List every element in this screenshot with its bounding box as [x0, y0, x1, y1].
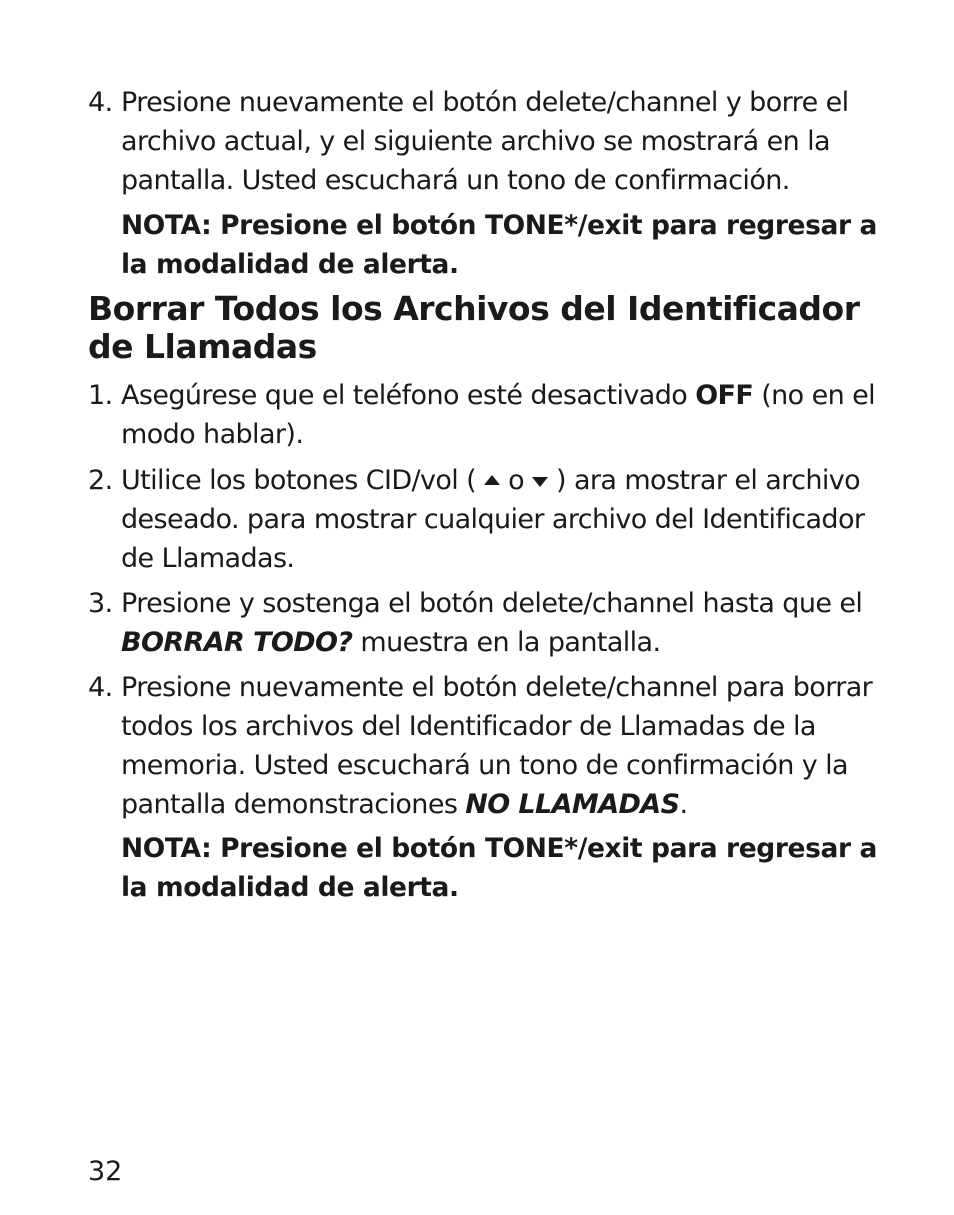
text-part: Presione y sostenga el botón delete/channel hasta que el: [121, 588, 863, 619]
text-part: ) ara mostrar el archivo deseado. para mostrar cualquier archivo del Identificador de Llamadas.: [121, 465, 865, 574]
list-item-number: 3.: [88, 588, 113, 619]
text-part: Asegúrese que el teléfono esté desactivado: [121, 380, 696, 411]
list-item-step-4-delete-all: [88, 668, 878, 824]
list-item-step-2: [88, 461, 878, 578]
list-item-text: [121, 376, 878, 454]
down-arrow-icon: [532, 477, 548, 487]
text-part: muestra en la pantalla.: [352, 627, 661, 658]
list-item-number: 1.: [88, 380, 113, 411]
note-return-to-alert: NOTA: Presione el botón TONE*/exit para regresar a la modalidad de alerta.: [121, 210, 877, 280]
list-item-number: 4.: [88, 87, 113, 118]
list-item-step-1: [88, 376, 878, 454]
off-keyword: OFF: [695, 380, 754, 411]
up-arrow-icon: [484, 475, 500, 485]
list-item-number: 4.: [88, 672, 113, 703]
display-message-no-llamadas: NO LLAMADAS: [465, 789, 680, 820]
list-item-step-3: [88, 584, 878, 662]
list-item-text: [121, 584, 878, 662]
display-message-borrar-todo: BORRAR TODO?: [121, 627, 353, 658]
list-item-text: Presione nuevamente el botón delete/channel y borre el archivo actual, y el siguiente archivo se mostrará en la pantalla. Usted escuchará un tono de confirmación.: [121, 87, 849, 196]
list-item-step-4-delete-current: [88, 83, 878, 200]
page-number: 32: [88, 1156, 123, 1187]
text-part: .: [679, 789, 688, 820]
text-part: Utilice los botones CID/vol (: [121, 465, 477, 496]
text-part: o: [508, 465, 525, 496]
note-return-to-alert: NOTA: Presione el botón TONE*/exit para regresar a la modalidad de alerta.: [121, 833, 877, 903]
text-part: Presione nuevamente el botón delete/channel para borrar todos los archivos del Identificador de Llamadas de la memoria. Usted escuchará un tono de confirmación y la pantalla demonstraciones: [121, 672, 873, 820]
list-item-number: 2.: [88, 465, 113, 496]
text-part: (no en el modo hablar).: [121, 380, 875, 450]
section-heading: Borrar Todos los Archivos del Identificador de Llamadas: [88, 289, 860, 366]
list-item-text: [121, 461, 878, 578]
list-item-text: [121, 668, 878, 824]
